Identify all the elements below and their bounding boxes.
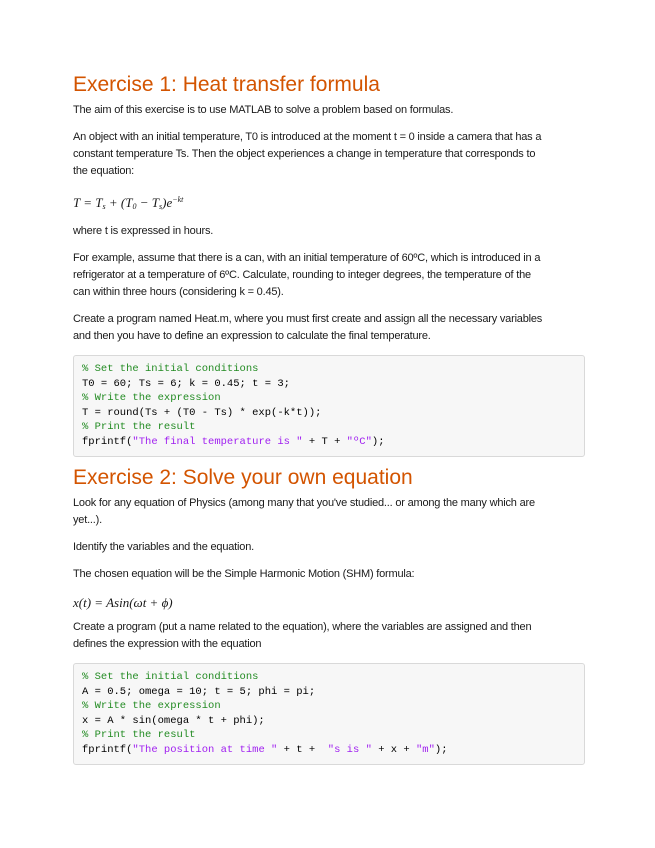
code-comment: % Print the result <box>82 729 196 741</box>
code-line: A = 0.5; omega = 10; t = 5; phi = pi; <box>82 685 316 698</box>
ex2-intro: Look for any equation of Physics (among many that you've studied... or among the many which are yet...). <box>73 497 535 526</box>
code-comment: % Set the initial conditions <box>82 363 259 375</box>
exercise-2-title: Exercise 2: Solve your own equation <box>73 466 413 489</box>
code-line: T0 = 60; Ts = 6; k = 0.45; t = 3; <box>82 377 290 390</box>
ex1-code-block[interactable] <box>73 355 585 457</box>
ex1-task: Create a program named Heat.m, where you must first create and assign all the necessary variables and then you have to define an expression to calculate the final temperature. <box>73 313 543 342</box>
exercise-1-title: Exercise 1: Heat transfer formula <box>73 73 380 96</box>
ex2-code-block[interactable] <box>73 663 585 765</box>
code-line: fprintf("The final temperature is " + T + "ºC"); <box>82 435 385 448</box>
code-line: T = round(Ts + (T0 - Ts) * exp(-k*t)); <box>82 406 322 419</box>
ex1-hours-note: where t is expressed in hours. <box>73 225 214 237</box>
document-content <box>73 72 585 773</box>
ex2-chosen-equation: The chosen equation will be the Simple Harmonic Motion (SHM) formula: <box>73 568 415 580</box>
ex2-identify: Identify the variables and the equation. <box>73 541 254 553</box>
ex1-description: An object with an initial temperature, T0 is introduced at the moment t = 0 inside a camera that has a constant temperature Ts. Then the object experiences a change in temperature that corresponds to the equation: <box>73 131 542 177</box>
shm-formula: x(t) = Asin(ωt + ϕ) <box>73 595 173 610</box>
code-comment: % Set the initial conditions <box>82 671 259 683</box>
code-line: x = A * sin(omega * t + phi); <box>82 714 265 727</box>
code-comment: % Print the result <box>82 421 196 433</box>
ex1-example: For example, assume that there is a can, with an initial temperature of 60ºC, which is introduced in a refrigerator at a temperature of 6ºC. Calculate, rounding to integer degrees, the temperature of the can within three hours (considering k = 0.45). <box>73 252 541 298</box>
code-comment: % Write the expression <box>82 392 221 404</box>
heat-formula: $T = T_s + (T_0 - T_s)e^{-kt}$ <box>73 195 184 211</box>
code-comment: % Write the expression <box>82 700 221 712</box>
ex2-task: Create a program (put a name related to the equation), where the variables are assigned and then defines the expression with the equation <box>73 621 532 650</box>
code-line: fprintf("The position at time " + t + "s is " + x + "m"); <box>82 743 448 756</box>
ex1-intro: The aim of this exercise is to use MATLAB to solve a problem based on formulas. <box>73 104 454 116</box>
